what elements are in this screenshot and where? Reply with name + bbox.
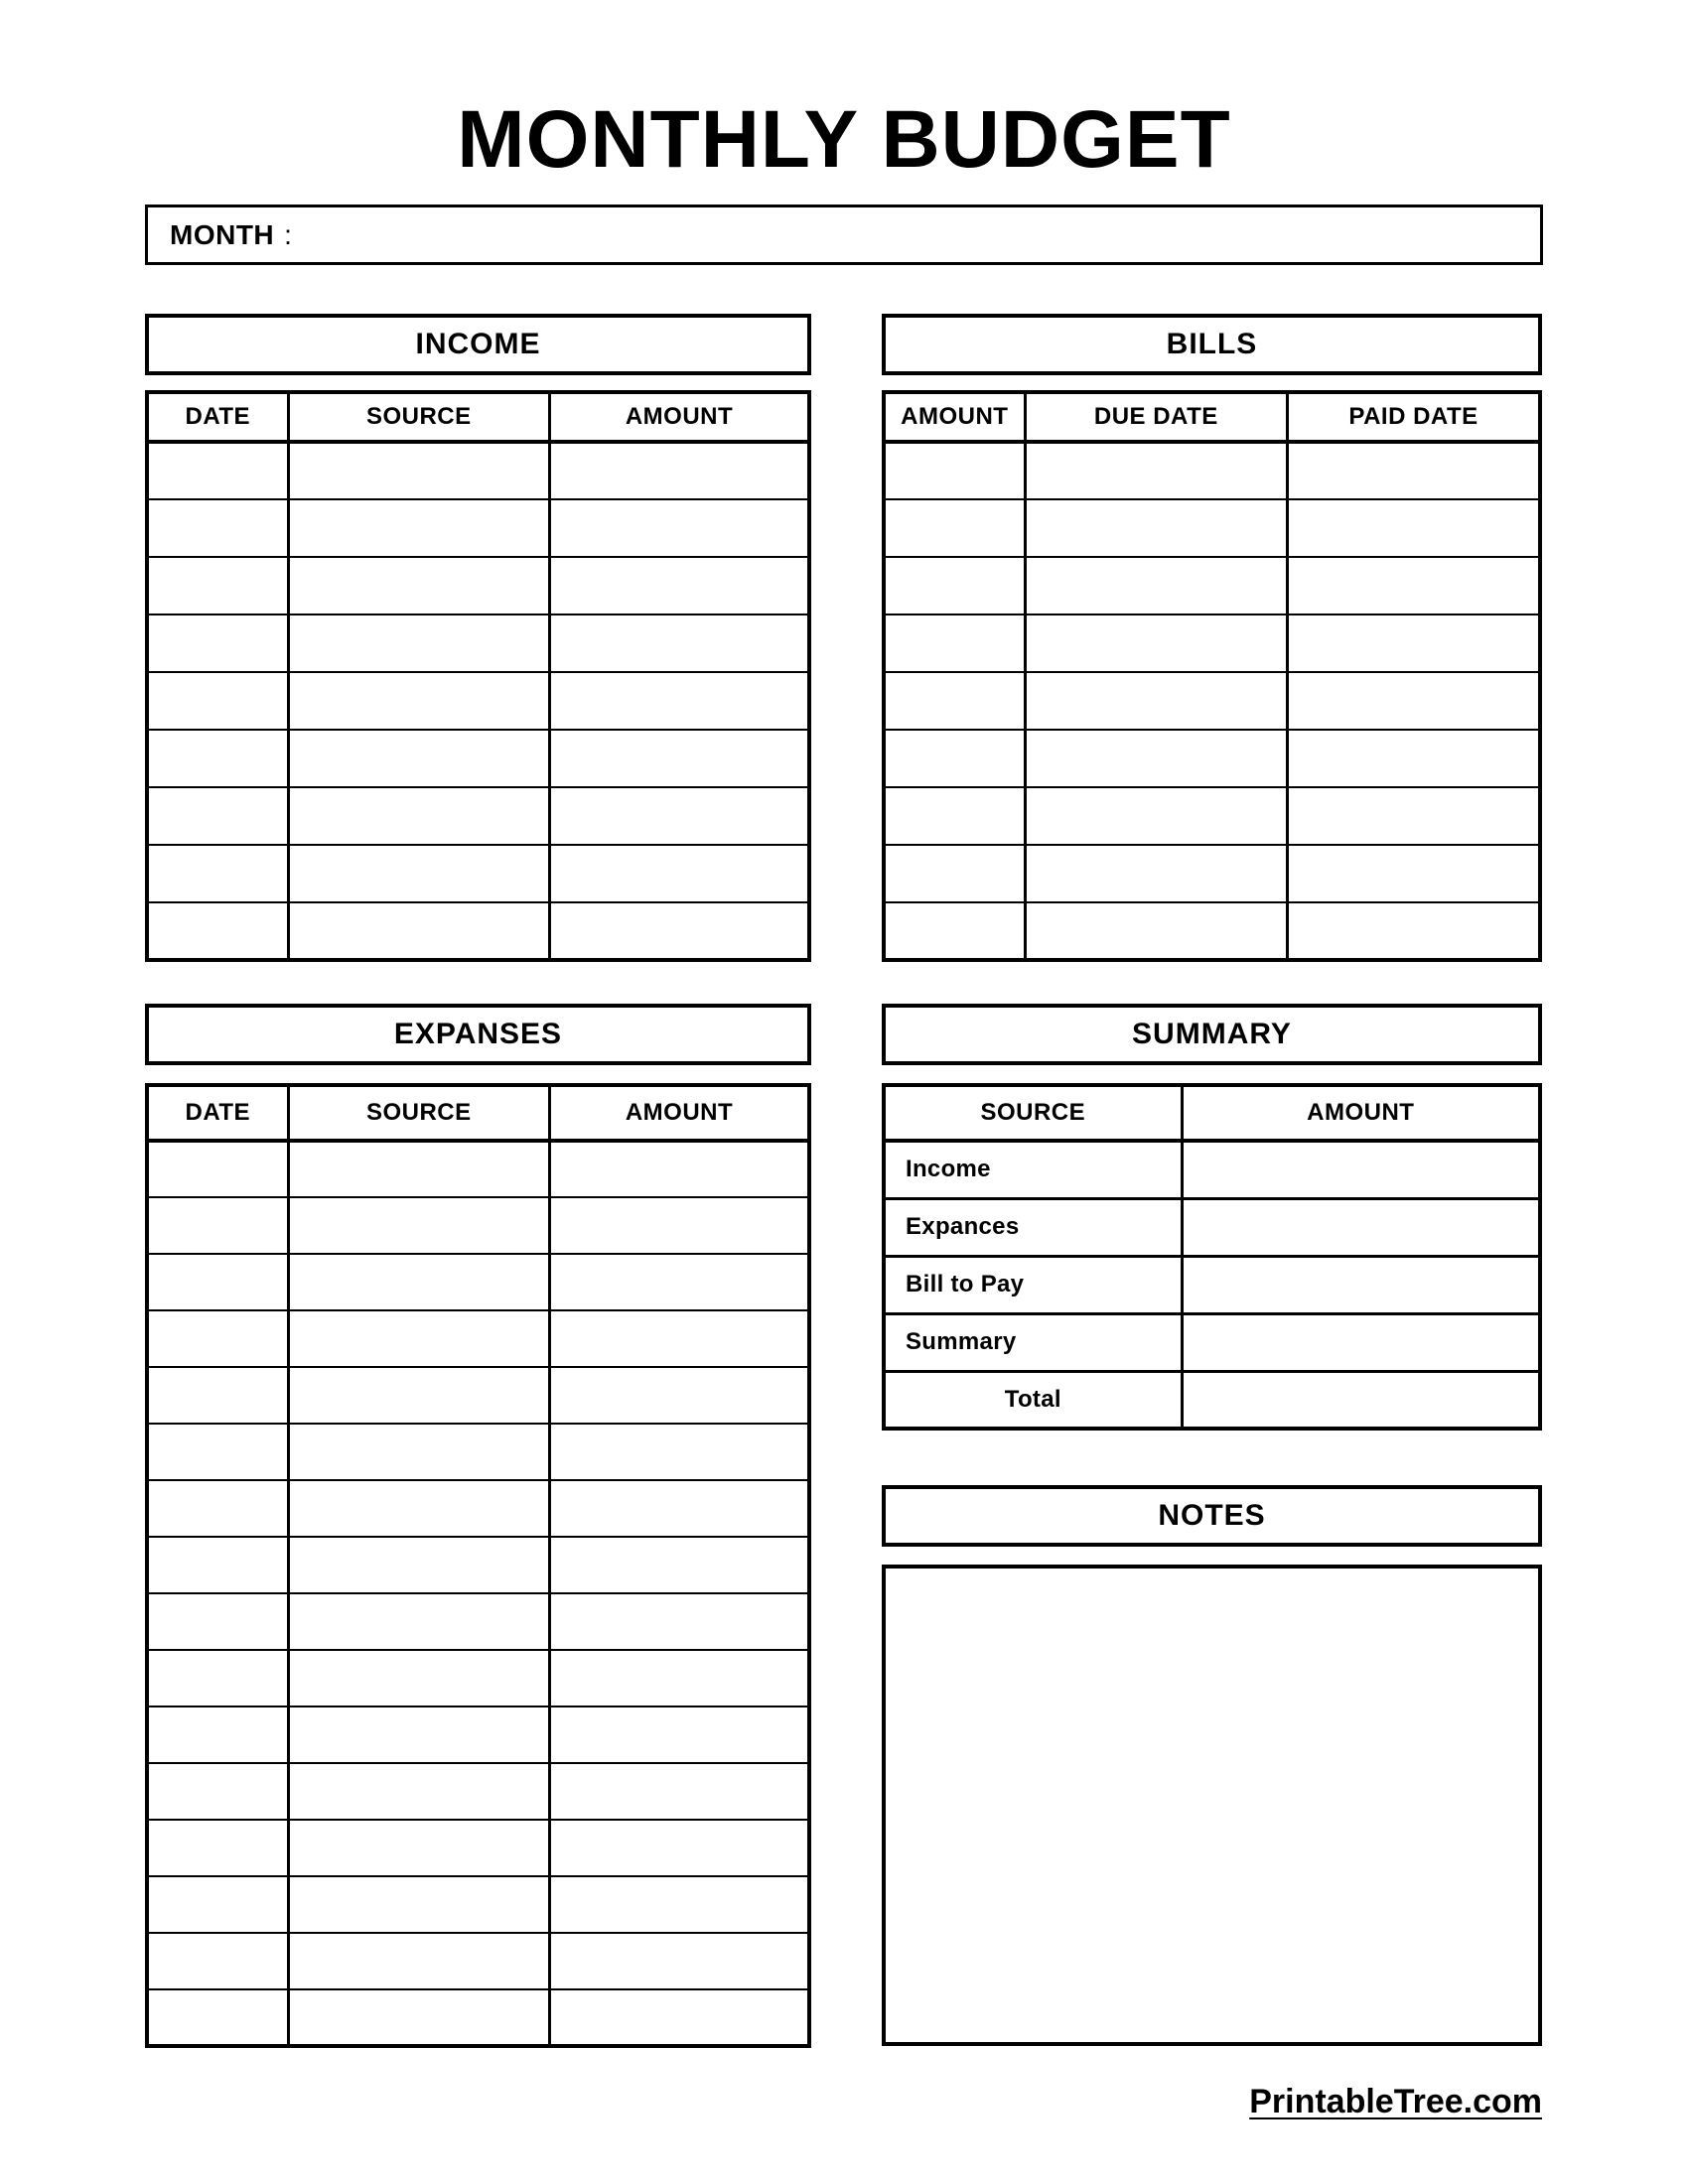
- blank-row: [884, 442, 1540, 499]
- blank-cell[interactable]: [288, 730, 549, 787]
- blank-cell[interactable]: [884, 845, 1025, 902]
- blank-row: [884, 845, 1540, 902]
- blank-cell[interactable]: [1025, 787, 1287, 845]
- blank-row: [147, 442, 809, 499]
- month-label: MONTH: [170, 218, 275, 250]
- blank-cell[interactable]: [550, 902, 809, 960]
- blank-cell[interactable]: [147, 1310, 288, 1367]
- blank-cell[interactable]: [288, 1876, 549, 1933]
- blank-cell[interactable]: [147, 1876, 288, 1933]
- blank-cell[interactable]: [288, 614, 549, 672]
- blank-cell[interactable]: [147, 1254, 288, 1310]
- blank-cell[interactable]: [288, 787, 549, 845]
- summary-row-bill-to-pay: [884, 1256, 1540, 1313]
- blank-row: [884, 672, 1540, 730]
- blank-row: [147, 1480, 809, 1537]
- blank-row: [147, 1593, 809, 1650]
- blank-row: [884, 499, 1540, 557]
- blank-cell[interactable]: [1288, 902, 1541, 960]
- blank-cell[interactable]: [550, 1933, 809, 1989]
- notes-writing-area[interactable]: [882, 1565, 1542, 2046]
- blank-cell[interactable]: [1288, 845, 1541, 902]
- blank-row: [147, 1141, 809, 1197]
- blank-cell[interactable]: [550, 442, 809, 499]
- blank-cell[interactable]: [1288, 672, 1541, 730]
- blank-row: [147, 557, 809, 614]
- blank-cell[interactable]: [550, 672, 809, 730]
- blank-row: [147, 672, 809, 730]
- summary-section-title-box: [882, 1004, 1542, 1065]
- blank-cell[interactable]: [288, 499, 549, 557]
- blank-cell[interactable]: [288, 1650, 549, 1706]
- blank-cell[interactable]: [147, 1989, 288, 2046]
- summary-row-income: [884, 1141, 1540, 1198]
- summary-value-bill-to-pay[interactable]: [1182, 1256, 1540, 1313]
- income-col-date: DATE: [147, 392, 288, 442]
- blank-cell[interactable]: [550, 1141, 809, 1197]
- blank-cell[interactable]: [147, 1141, 288, 1197]
- blank-cell[interactable]: [288, 1989, 549, 2046]
- blank-cell[interactable]: [884, 442, 1025, 499]
- blank-cell[interactable]: [550, 1706, 809, 1763]
- printabletree-link[interactable]: PrintableTree.com: [1249, 2083, 1542, 2120]
- summary-label-income: Income: [884, 1141, 1182, 1198]
- summary-row-summary: [884, 1313, 1540, 1371]
- blank-row: [147, 1197, 809, 1254]
- blank-cell[interactable]: [1288, 499, 1541, 557]
- summary-value-total[interactable]: [1182, 1371, 1540, 1429]
- blank-cell[interactable]: [147, 557, 288, 614]
- expanses-table: [145, 1083, 811, 2048]
- blank-cell[interactable]: [884, 672, 1025, 730]
- blank-cell[interactable]: [147, 787, 288, 845]
- blank-row: [147, 1706, 809, 1763]
- blank-row: [147, 614, 809, 672]
- blank-cell[interactable]: [884, 614, 1025, 672]
- income-table-header: [147, 392, 809, 442]
- blank-cell[interactable]: [884, 499, 1025, 557]
- blank-cell[interactable]: [147, 1820, 288, 1876]
- bills-col-amount: AMOUNT: [884, 392, 1025, 442]
- summary-col-source: SOURCE: [884, 1085, 1182, 1141]
- blank-cell[interactable]: [147, 1367, 288, 1424]
- blank-cell[interactable]: [288, 1820, 549, 1876]
- expanses-section-title: EXPANSES: [393, 1018, 563, 1050]
- expanses-table-header: [147, 1085, 809, 1141]
- blank-cell[interactable]: [147, 499, 288, 557]
- blank-row: [147, 902, 809, 960]
- blank-cell[interactable]: [550, 730, 809, 787]
- income-section-title-box: [145, 314, 811, 375]
- blank-cell[interactable]: [147, 902, 288, 960]
- blank-cell[interactable]: [288, 1593, 549, 1650]
- month-field-box: [145, 205, 1543, 265]
- bills-table: [882, 390, 1542, 962]
- blank-row: [147, 1424, 809, 1480]
- blank-row: [147, 1310, 809, 1367]
- blank-cell[interactable]: [1025, 672, 1287, 730]
- summary-table: [882, 1083, 1542, 1431]
- blank-cell[interactable]: [1288, 442, 1541, 499]
- blank-cell[interactable]: [288, 1933, 549, 1989]
- blank-cell[interactable]: [147, 1197, 288, 1254]
- blank-cell[interactable]: [288, 1141, 549, 1197]
- blank-cell[interactable]: [550, 1310, 809, 1367]
- blank-cell[interactable]: [288, 1254, 549, 1310]
- expanses-col-amount: AMOUNT: [550, 1085, 809, 1141]
- blank-cell[interactable]: [884, 557, 1025, 614]
- blank-cell[interactable]: [288, 1537, 549, 1593]
- blank-row: [147, 1876, 809, 1933]
- blank-cell[interactable]: [1288, 730, 1541, 787]
- blank-cell[interactable]: [884, 902, 1025, 960]
- bills-col-paid-date: PAID DATE: [1288, 392, 1541, 442]
- blank-cell[interactable]: [550, 557, 809, 614]
- blank-row: [147, 1820, 809, 1876]
- summary-value-income[interactable]: [1182, 1141, 1540, 1198]
- blank-row: [147, 1650, 809, 1706]
- blank-cell[interactable]: [550, 1763, 809, 1820]
- blank-cell[interactable]: [550, 1593, 809, 1650]
- blank-row: [147, 499, 809, 557]
- blank-cell[interactable]: [288, 557, 549, 614]
- blank-cell[interactable]: [147, 1537, 288, 1593]
- summary-label-expances: Expances: [884, 1198, 1182, 1256]
- income-col-source: SOURCE: [288, 392, 549, 442]
- blank-cell[interactable]: [550, 1820, 809, 1876]
- blank-row: [147, 1933, 809, 1989]
- summary-value-summary[interactable]: [1182, 1313, 1540, 1371]
- summary-row-total: [884, 1371, 1540, 1429]
- expanses-col-source: SOURCE: [288, 1085, 549, 1141]
- blank-cell[interactable]: [884, 787, 1025, 845]
- blank-row: [147, 1989, 809, 2046]
- blank-cell[interactable]: [147, 1933, 288, 1989]
- bills-section-title: BILLS: [1166, 328, 1258, 360]
- blank-row: [147, 1254, 809, 1310]
- income-col-amount: AMOUNT: [550, 392, 809, 442]
- blank-cell[interactable]: [288, 1706, 549, 1763]
- blank-cell[interactable]: [550, 1876, 809, 1933]
- blank-cell[interactable]: [147, 1763, 288, 1820]
- month-value-blank[interactable]: [292, 207, 1540, 262]
- blank-cell[interactable]: [550, 499, 809, 557]
- blank-cell[interactable]: [1025, 499, 1287, 557]
- summary-section-title: SUMMARY: [1132, 1018, 1292, 1050]
- blank-cell[interactable]: [147, 1480, 288, 1537]
- blank-row: [884, 730, 1540, 787]
- blank-cell[interactable]: [147, 1650, 288, 1706]
- blank-cell[interactable]: [288, 1424, 549, 1480]
- summary-table-header: [884, 1085, 1540, 1141]
- blank-cell[interactable]: [147, 442, 288, 499]
- income-table: [145, 390, 811, 962]
- expanses-section-title-box: [145, 1004, 811, 1065]
- bills-col-due-date: DUE DATE: [1025, 392, 1287, 442]
- expanses-col-date: DATE: [147, 1085, 288, 1141]
- blank-cell[interactable]: [1288, 557, 1541, 614]
- blank-cell[interactable]: [1288, 614, 1541, 672]
- summary-value-expances[interactable]: [1182, 1198, 1540, 1256]
- summary-label-summary: Summary: [884, 1313, 1182, 1371]
- blank-row: [147, 1367, 809, 1424]
- page-title: MONTHLY BUDGET: [457, 94, 1231, 185]
- summary-row-expances: [884, 1198, 1540, 1256]
- blank-cell[interactable]: [1025, 557, 1287, 614]
- blank-cell[interactable]: [288, 1763, 549, 1820]
- blank-cell[interactable]: [550, 845, 809, 902]
- blank-row: [884, 902, 1540, 960]
- blank-cell[interactable]: [550, 1989, 809, 2046]
- blank-row: [147, 1763, 809, 1820]
- notes-section-title-box: [882, 1485, 1542, 1547]
- blank-cell[interactable]: [147, 672, 288, 730]
- blank-cell[interactable]: [550, 1537, 809, 1593]
- blank-cell[interactable]: [147, 1593, 288, 1650]
- blank-row: [884, 787, 1540, 845]
- blank-row: [884, 557, 1540, 614]
- blank-cell[interactable]: [288, 672, 549, 730]
- blank-cell[interactable]: [147, 730, 288, 787]
- blank-cell[interactable]: [1025, 730, 1287, 787]
- blank-cell[interactable]: [288, 442, 549, 499]
- notes-section-title: NOTES: [1158, 1499, 1266, 1532]
- blank-cell[interactable]: [550, 1367, 809, 1424]
- blank-cell[interactable]: [550, 614, 809, 672]
- blank-cell[interactable]: [288, 1197, 549, 1254]
- blank-row: [147, 845, 809, 902]
- blank-cell[interactable]: [1025, 614, 1287, 672]
- blank-cell[interactable]: [884, 730, 1025, 787]
- blank-cell[interactable]: [550, 1254, 809, 1310]
- blank-cell[interactable]: [288, 845, 549, 902]
- month-separator: :: [284, 218, 292, 250]
- blank-cell[interactable]: [147, 845, 288, 902]
- blank-cell[interactable]: [288, 902, 549, 960]
- blank-cell[interactable]: [1288, 787, 1541, 845]
- blank-row: [147, 787, 809, 845]
- blank-cell[interactable]: [1025, 845, 1287, 902]
- blank-cell[interactable]: [147, 1706, 288, 1763]
- blank-cell[interactable]: [288, 1367, 549, 1424]
- blank-cell[interactable]: [550, 1480, 809, 1537]
- blank-row: [884, 614, 1540, 672]
- income-section-title: INCOME: [415, 328, 541, 360]
- blank-row: [147, 730, 809, 787]
- summary-col-amount: AMOUNT: [1182, 1085, 1540, 1141]
- blank-cell[interactable]: [550, 1424, 809, 1480]
- blank-cell[interactable]: [550, 1650, 809, 1706]
- blank-cell[interactable]: [1025, 442, 1287, 499]
- blank-cell[interactable]: [1025, 902, 1287, 960]
- blank-cell[interactable]: [147, 1424, 288, 1480]
- summary-label-bill-to-pay: Bill to Pay: [884, 1256, 1182, 1313]
- blank-row: [147, 1537, 809, 1593]
- blank-cell[interactable]: [147, 614, 288, 672]
- blank-cell[interactable]: [550, 1197, 809, 1254]
- bills-table-header: [884, 392, 1540, 442]
- summary-label-total: Total: [884, 1371, 1182, 1429]
- blank-cell[interactable]: [288, 1310, 549, 1367]
- blank-cell[interactable]: [550, 787, 809, 845]
- bills-section-title-box: [882, 314, 1542, 375]
- blank-cell[interactable]: [288, 1480, 549, 1537]
